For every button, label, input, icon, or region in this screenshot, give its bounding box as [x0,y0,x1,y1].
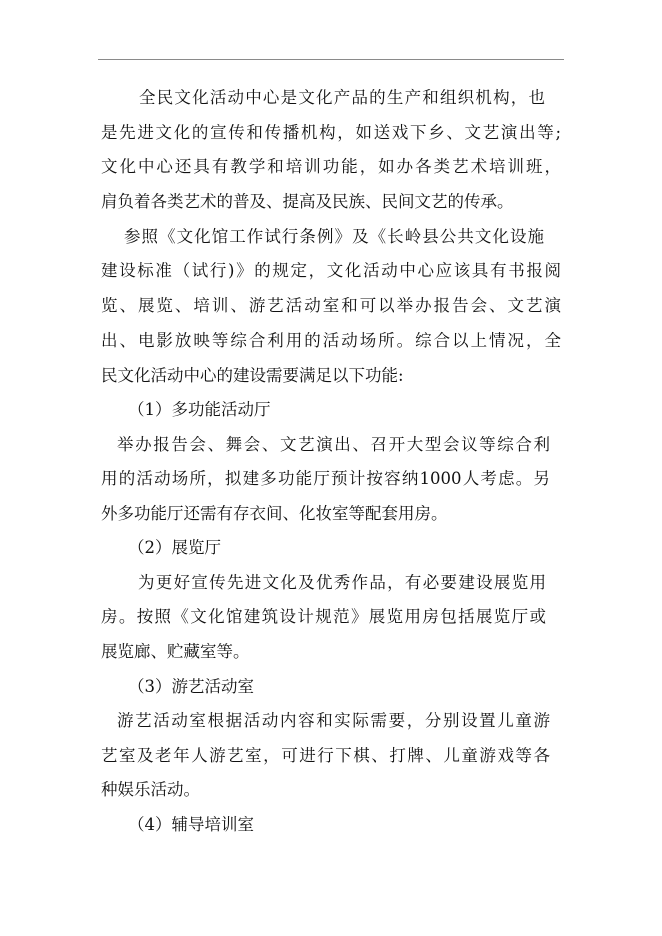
header-rule [98,59,564,60]
section-3-line-2: 艺室及老年人游艺室，可进行下棋、打牌、儿童游戏等各 [101,746,550,765]
section-3-line-1: 游艺活动室根据活动内容和实际需要，分别设置儿童游 [117,711,550,730]
section-3-line-3: 种娱乐活动。 [101,780,200,799]
section-2-line-3: 展览廊、贮藏室等。 [101,642,250,661]
paragraph-1-line-2: 是先进文化的宣传和传播机构，如送戏下乡、文艺演出等; [101,123,561,142]
paragraph-2-line-2: 建设标准（试行)》的规定，文化活动中心应该具有书报阅 [101,261,561,280]
paragraph-2-line-3: 览、展览、培训、游艺活动室和可以举办报告会、文艺演 [101,296,561,315]
section-2-heading: （2）展览厅 [128,538,221,557]
section-1-line-2: 用的活动场所，拟建多功能厅预计按容纳1000人考虑。另 [101,469,550,488]
paragraph-2-line-4: 出、电影放映等综合利用的活动场所。综合以上情况，全 [101,331,561,350]
paragraph-1-line-4: 肩负着各类艺术的普及、提高及民族、民间文艺的传承。 [101,192,514,211]
paragraph-1-line-3: 文化中心还具有教学和培训功能，如办各类艺术培训班， [101,157,561,176]
paragraph-2-line-5: 民文化活动中心的建设需要满足以下功能: [101,366,404,385]
section-1-line-3: 外多功能厅还需有存衣间、化妆室等配套用房。 [101,504,448,523]
section-4-heading: （4）辅导培训室 [128,815,254,834]
section-3-heading: （3）游艺活动室 [128,677,254,696]
paragraph-2-line-1: 参照《文化馆工作试行条例》及《长岭县公共文化设施 [124,227,544,246]
section-1-line-1: 举办报告会、舞会、文艺演出、召开大型会议等综合利 [117,435,550,454]
section-1-heading: （1）多功能活动厅 [128,400,271,419]
section-2-line-2: 房。按照《文化馆建筑设计规范》展览用房包括展览厅或 [101,607,546,626]
paragraph-1-line-1: 全民文化活动中心是文化产品的生产和组织机构，也 [139,88,545,107]
section-2-line-1: 为更好宣传先进文化及优秀作品，有必要建设展览用 [138,573,546,592]
